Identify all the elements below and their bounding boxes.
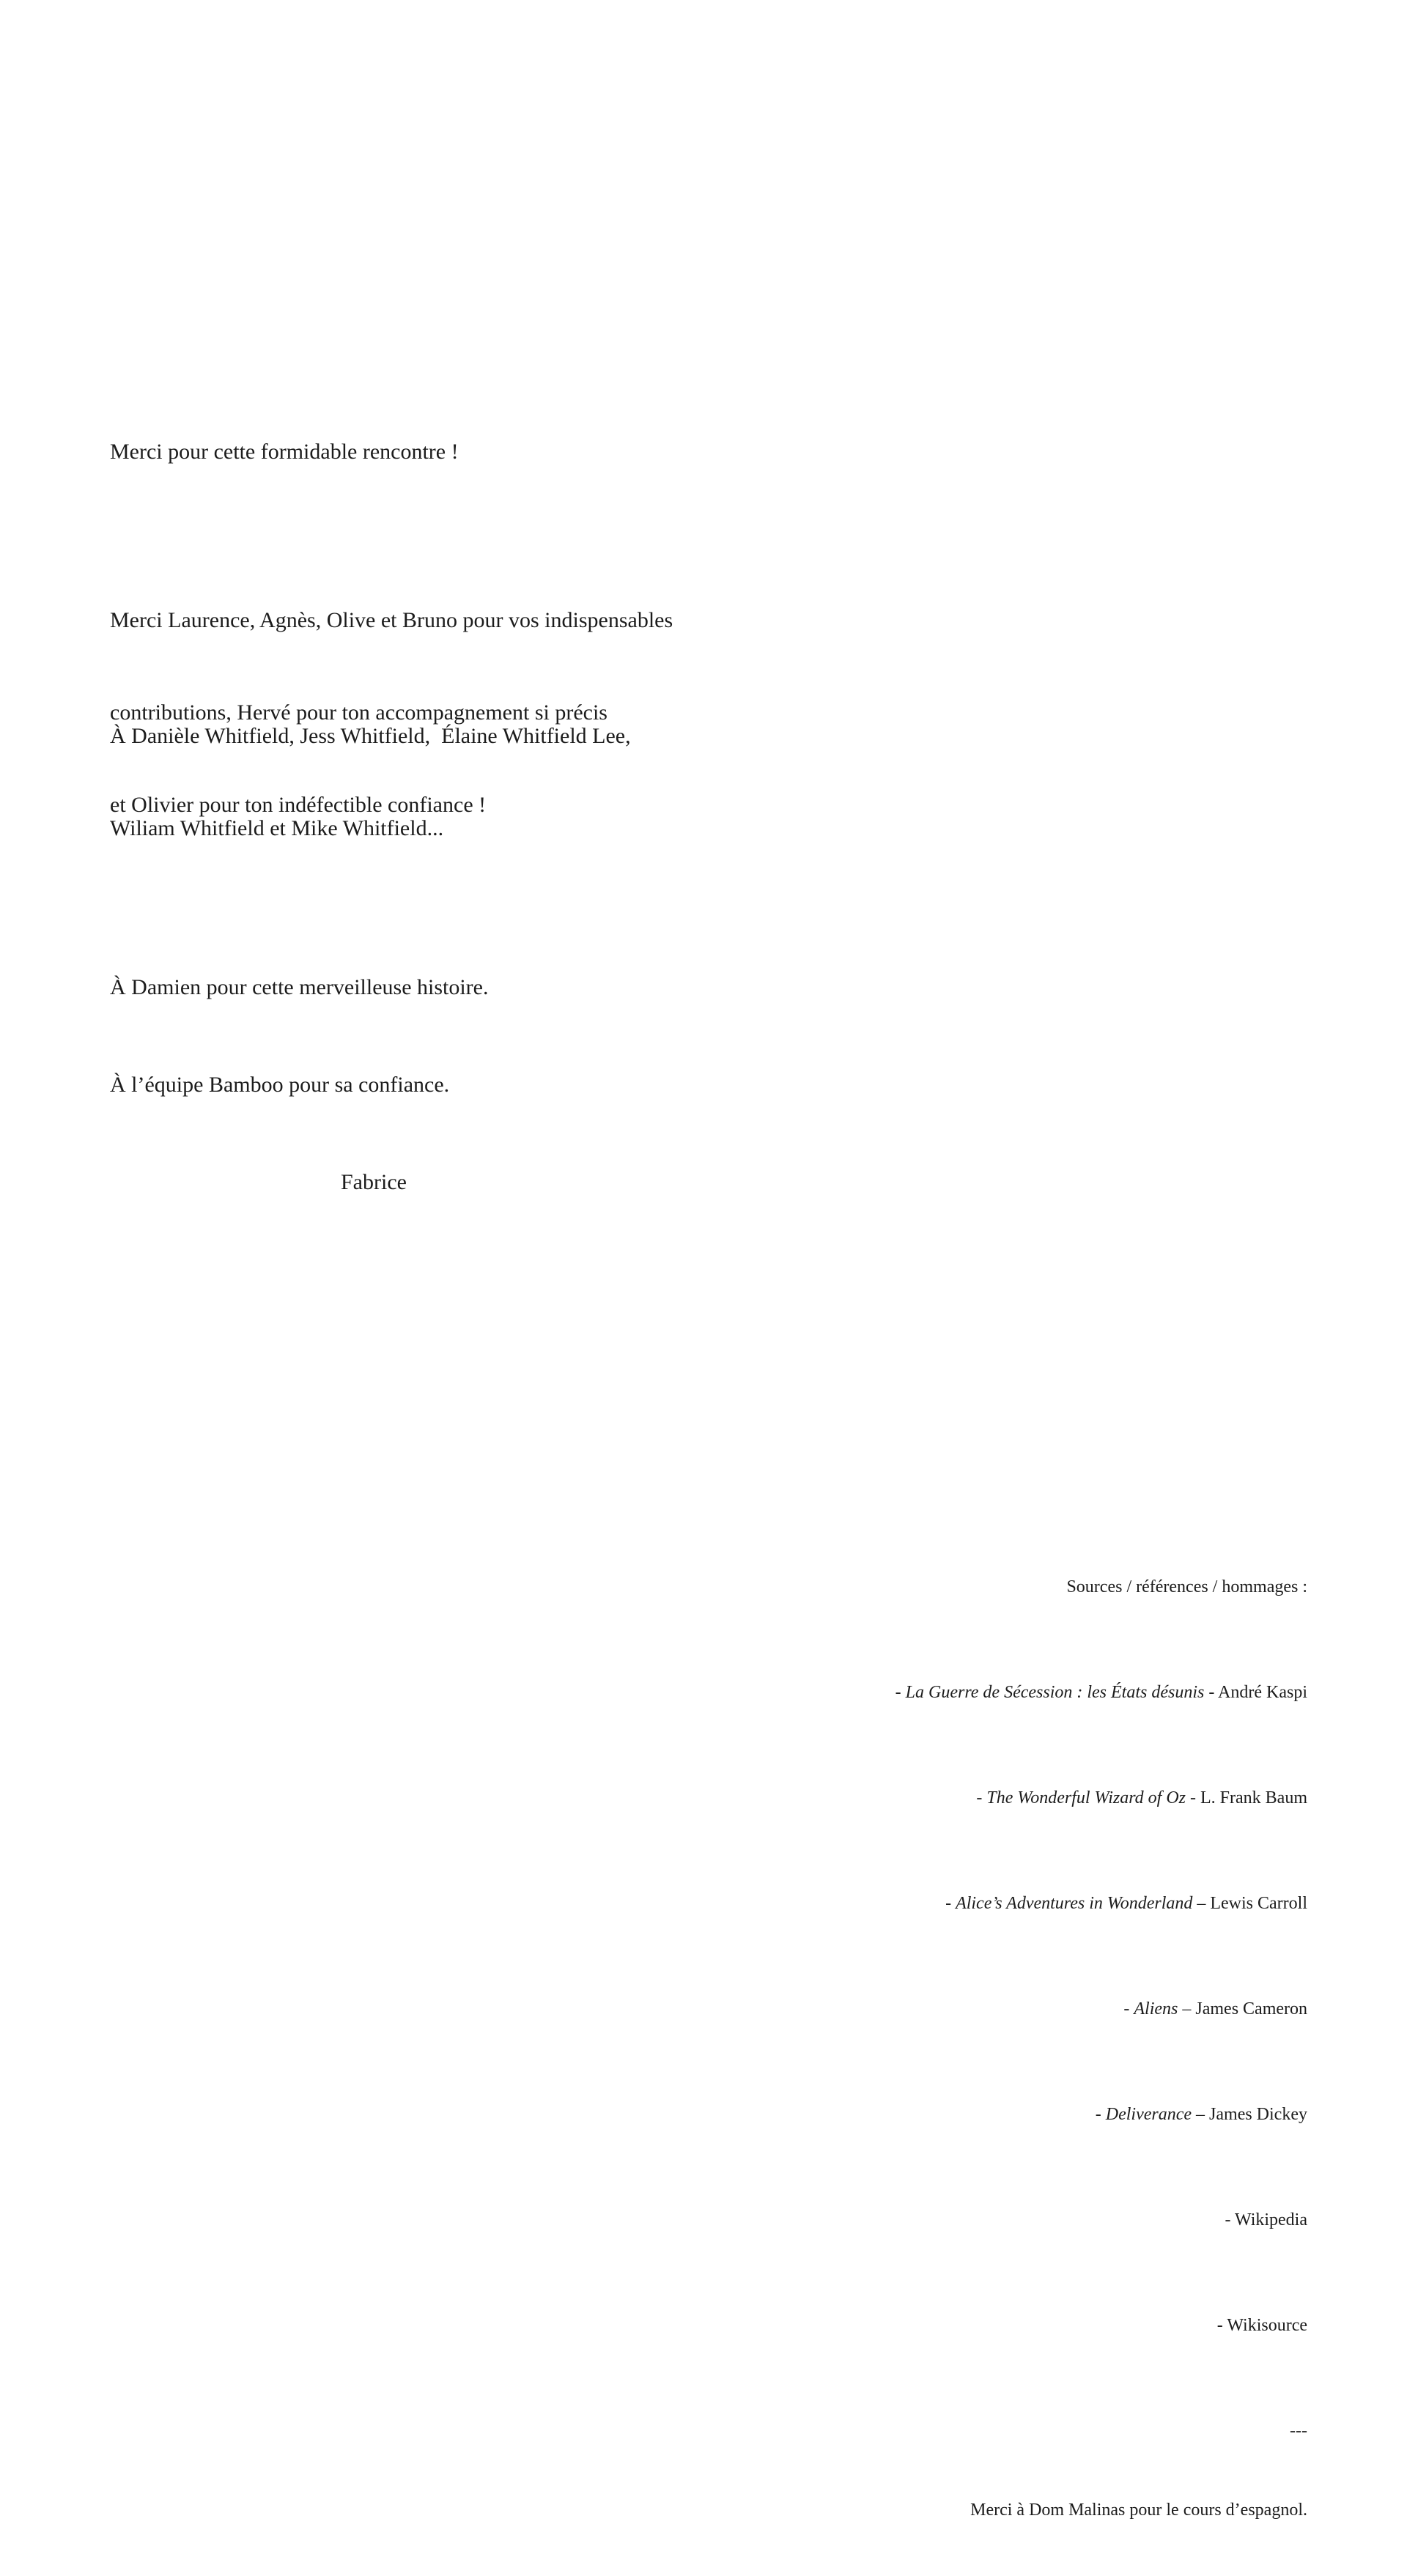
source-dash: - xyxy=(895,1683,906,1702)
source-author: - L. Frank Baum xyxy=(1186,1788,1307,1807)
source-author: – Lewis Carroll xyxy=(1192,1894,1307,1913)
dedication-bamboo-line: À l’équipe Bamboo pour sa confiance. xyxy=(110,1073,450,1097)
ack-intro-line: Merci pour cette formidable rencontre ! xyxy=(110,440,459,464)
source-author: Wikisource xyxy=(1227,2316,1307,2335)
source-author: - André Kaspi xyxy=(1204,1683,1307,1702)
source-title: The Wonderful Wizard of Oz xyxy=(986,1788,1186,1807)
source-dash: - xyxy=(976,1788,987,1807)
sources-footer-line: Merci à Dom Malinas pour le cours d’espagnol. xyxy=(970,2501,1307,2520)
text-line: et Olivier pour ton indéfectible confiance ! xyxy=(110,793,487,817)
source-line xyxy=(501,2101,1307,2128)
text-line: Merci Laurence, Agnès, Olive et Bruno pour vos indispensables xyxy=(110,608,673,632)
source-dash: - xyxy=(1216,2316,1227,2335)
source-dash: - xyxy=(1095,2105,1106,2124)
source-title: Alice’s Adventures in Wonderland xyxy=(956,1894,1193,1913)
source-line xyxy=(501,1679,1307,1706)
text-line: À Danièle Whitfield, Jess Whitfield, Élaine Whitfield Lee, xyxy=(110,724,631,748)
source-author: – James Cameron xyxy=(1178,1999,1307,2018)
source-dash: - xyxy=(1123,1999,1134,2018)
source-dash: - xyxy=(1225,2210,1235,2229)
source-line xyxy=(501,1890,1307,1917)
source-line xyxy=(501,2207,1307,2233)
source-author: Wikipedia xyxy=(1235,2210,1307,2229)
source-line xyxy=(501,2312,1307,2339)
sources-heading: Sources / références / hommages : xyxy=(1066,1577,1307,1596)
source-title: Aliens xyxy=(1134,1999,1178,2018)
sources-separator: --- xyxy=(1290,2421,1307,2440)
source-line xyxy=(501,1996,1307,2022)
dedication-damien-line: À Damien pour cette merveilleuse histoire. xyxy=(110,975,489,999)
text-line: Wiliam Whitfield et Mike Whitfield... xyxy=(110,816,444,840)
text-line: contributions, Hervé pour ton accompagnement si précis xyxy=(110,700,608,725)
source-line xyxy=(501,1785,1307,1811)
source-title: La Guerre de Sécession : les États désunis xyxy=(905,1683,1205,1702)
dedication-family-paragraph xyxy=(110,659,953,906)
author-signature: Fabrice xyxy=(341,1170,407,1194)
source-author: – James Dickey xyxy=(1192,2105,1307,2124)
source-dash: - xyxy=(945,1894,956,1913)
dedication-block xyxy=(110,598,953,1265)
sources-block xyxy=(501,1521,1307,2576)
source-title: Deliverance xyxy=(1105,2105,1192,2124)
